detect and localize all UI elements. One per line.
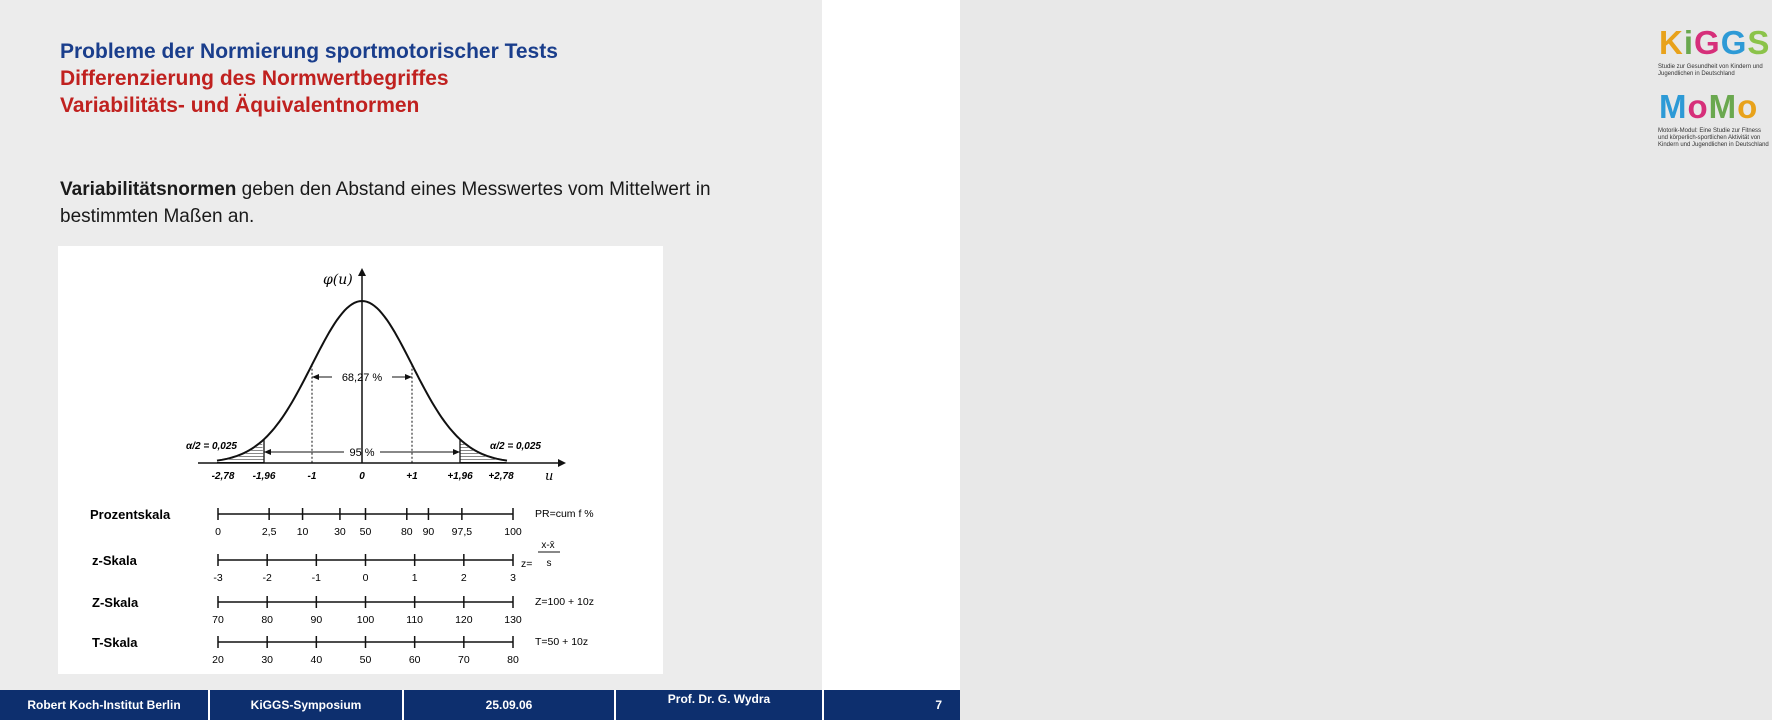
- slide-main-area: [0, 0, 822, 690]
- band-95-arrow-arrowhead: [453, 449, 460, 455]
- scale-tick-label: 80: [261, 614, 274, 626]
- footer-page-number: 7: [935, 698, 942, 712]
- scale-tick-label: -3: [213, 572, 223, 584]
- scale-tick-label: 80: [400, 526, 413, 538]
- scale-tick-label: 90: [310, 614, 323, 626]
- logo-letter: M: [1708, 88, 1736, 125]
- band-68-arrow-arrowhead: [312, 374, 319, 380]
- band-95-arrow-arrowhead: [264, 449, 271, 455]
- scale-tick-label: 3: [510, 572, 516, 584]
- scale-name: z-Skala: [92, 553, 137, 568]
- scale-tick-label: 130: [504, 614, 522, 626]
- intro-bold-term: Variabilitätsnormen: [60, 179, 237, 200]
- curve-label: φ(u): [323, 272, 353, 288]
- scale-tick-label: 10: [296, 526, 309, 538]
- u-tick-labels: [212, 471, 514, 482]
- scale-tick-label: 90: [422, 526, 435, 538]
- scale-tick-label: 100: [356, 614, 375, 626]
- scale-name: Prozentskala: [90, 507, 171, 522]
- scale-tick-label: 2: [460, 572, 467, 584]
- scale-tick-label: 2,5: [261, 526, 277, 538]
- title-line-2: Differenzierung des Normwertbegriffes: [60, 67, 449, 90]
- momo-logo-subtitle: Motorik-Modul: Eine Studie zur Fitness und körperlich-sportlichen Aktivität von Kindern und Jugendlichen in Deutschland: [1658, 128, 1769, 148]
- alpha-left-label: α/2 = 0,025: [186, 441, 237, 452]
- scale-tick-label: 30: [261, 654, 274, 666]
- logo-letter: o: [1687, 88, 1707, 125]
- scale-name: T-Skala: [92, 635, 138, 650]
- footer-institute: Robert Koch-Institut Berlin: [27, 698, 181, 712]
- logo-letter: i: [1683, 24, 1693, 61]
- footer-event: KiGGS-Symposium: [250, 698, 362, 712]
- kiggs-logo-subtitle: Studie zur Gesundheit von Kindern und Jugendlichen in Deutschland: [1658, 64, 1763, 77]
- u-tick-label: -1,96: [252, 471, 276, 482]
- band-68-label: 68,27 %: [341, 372, 383, 384]
- logo-letter: G: [1720, 24, 1746, 61]
- scale-tick-label: 0: [215, 526, 221, 538]
- title-line-3: Variabilitäts- und Äquivalentnormen: [60, 94, 420, 117]
- scale-tick-label: 120: [455, 614, 473, 626]
- kiggs-logo: [1658, 24, 1772, 78]
- scale-tick-label: 1: [411, 572, 418, 584]
- u-tick-label: 0: [359, 471, 365, 482]
- scale-tick-label: 97,5: [451, 526, 473, 538]
- scale-tick-label: 20: [212, 654, 224, 666]
- scale-tick-label: 50: [359, 526, 372, 538]
- u-tick-label: +2,78: [488, 471, 514, 482]
- momo-logo-word: [1658, 88, 1772, 126]
- axis-label-u: u: [545, 469, 554, 484]
- scale-tick-label: 50: [359, 654, 372, 666]
- figure-svg: [58, 246, 663, 674]
- sidebar-logos: [822, 0, 1769, 690]
- scale-tick-label: 0: [362, 572, 369, 584]
- band-68-arrow-arrowhead: [405, 374, 412, 380]
- slide-title: [60, 38, 800, 119]
- footer-author: Prof. Dr. G. Wydra: [667, 692, 771, 706]
- logo-letter: o: [1737, 88, 1757, 125]
- u-tick-label: +1: [406, 471, 418, 482]
- scale-tick-label: 60: [408, 654, 421, 666]
- scale-tick-label: -2: [262, 572, 272, 584]
- scale-formula: T=50 + 10z: [535, 636, 589, 648]
- curve-group: [198, 268, 566, 467]
- scale-formula: z=: [521, 558, 533, 570]
- intro-text: [60, 176, 780, 230]
- scales-group: [90, 507, 594, 666]
- u-tick-label: +1,96: [447, 471, 473, 482]
- intro-rest: geben den Abstand eines Messwertes vom Mittelwert in bestimmten Maßen an.: [60, 179, 711, 227]
- scale-tick-label: 70: [212, 614, 224, 626]
- u-axis-arrow: [558, 459, 566, 467]
- momo-logo: [1658, 88, 1772, 149]
- logo-letter: K: [1659, 24, 1682, 61]
- band-95-label: 95 %: [349, 447, 375, 459]
- scale-tick-label: 40: [310, 654, 323, 666]
- z-formula-numerator: x-x̄: [541, 540, 555, 551]
- logo-letter: M: [1659, 88, 1686, 125]
- logo-letter: G: [1694, 24, 1719, 61]
- normal-distribution-figure: [58, 246, 663, 674]
- alpha-right-label: α/2 = 0,025: [490, 441, 541, 452]
- scale-formula: Z=100 + 10z: [535, 596, 594, 608]
- logo-letter: S: [1747, 24, 1769, 61]
- phi-axis-arrow: [358, 268, 366, 276]
- z-formula-denominator: s: [546, 558, 552, 569]
- scale-tick-label: -1: [311, 572, 322, 584]
- scale-tick-label: 80: [507, 654, 519, 666]
- u-tick-label: -1: [307, 471, 317, 482]
- u-tick-label: -2,78: [211, 471, 235, 482]
- footer-bar: [0, 690, 960, 720]
- scale-formula: PR=cum f %: [535, 508, 594, 520]
- footer-date: 25.09.06: [485, 698, 533, 712]
- scale-tick-label: 100: [504, 526, 522, 538]
- scale-tick-label: 70: [457, 654, 470, 666]
- scale-name: Z-Skala: [92, 595, 139, 610]
- scale-tick-label: 110: [406, 614, 424, 626]
- title-line-1: Probleme der Normierung sportmotorischer Tests: [60, 40, 558, 63]
- kiggs-logo-word: [1658, 24, 1772, 62]
- scale-tick-label: 30: [334, 526, 346, 538]
